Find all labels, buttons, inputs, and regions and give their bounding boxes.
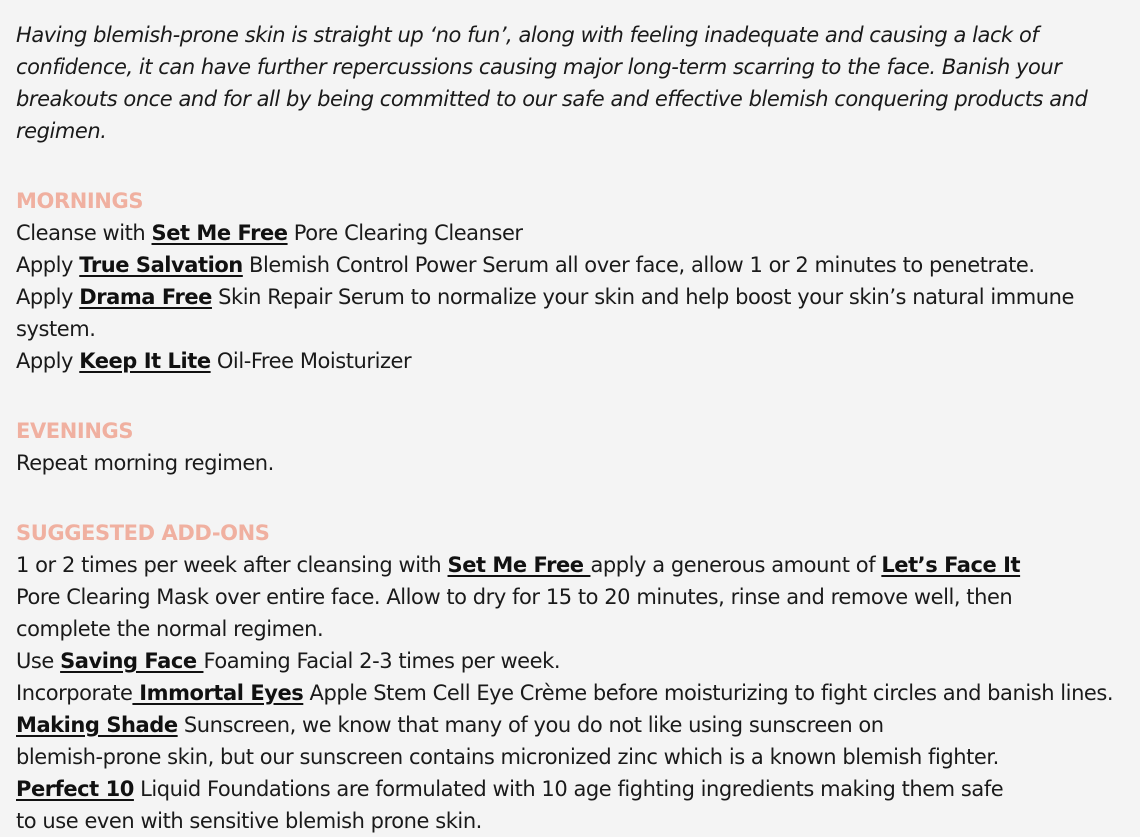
- mornings-heading: MORNINGS: [16, 189, 144, 213]
- spacer: [16, 377, 1140, 415]
- addon-mask-line-3: complete the normal regimen.: [16, 617, 324, 641]
- product-link-true-salvation[interactable]: True Salvation: [79, 253, 243, 277]
- step-text: Cleanse with: [16, 221, 152, 245]
- addon-sunscreen-line-2: blemish-prone skin, but our sunscreen contains micronized zinc which is a known blemish fighter.: [16, 745, 999, 769]
- step-text: 1 or 2 times per week after cleansing with: [16, 553, 448, 577]
- morning-step-moisturize: [16, 345, 1140, 377]
- addon-foundation-line-1: [16, 773, 1140, 805]
- intro-paragraph: Having blemish-prone skin is straight up ‘no fun’, along with feeling inadequate and causing a lack of confidence, it can have further repercussions causing major long-term scarring to the face. Banish your breakouts once and for all by being committed to our safe and effective blemish conquering products and regimen.: [16, 23, 1088, 143]
- product-link-perfect-10[interactable]: Perfect 10: [16, 777, 134, 801]
- evenings-heading: EVENINGS: [16, 419, 134, 443]
- step-text: Apply: [16, 253, 80, 277]
- step-text: Pore Clearing Cleanser: [287, 221, 523, 245]
- step-text: apply a generous amount of: [590, 553, 882, 577]
- step-text: Foaming Facial 2-3 times per week.: [203, 649, 561, 673]
- step-text: Incorporate: [16, 681, 133, 705]
- evening-step: Repeat morning regimen.: [16, 451, 274, 475]
- step-text: Apply: [16, 349, 80, 373]
- product-link-immortal-eyes[interactable]: Immortal Eyes: [132, 681, 304, 705]
- addon-mask-line-2: Pore Clearing Mask over entire face. Allow to dry for 15 to 20 minutes, rinse and remove well, then: [16, 585, 1013, 609]
- product-link-set-me-free-addon[interactable]: Set Me Free: [447, 553, 591, 577]
- product-link-keep-it-lite[interactable]: Keep It Lite: [79, 349, 211, 373]
- step-text: Use: [16, 649, 61, 673]
- product-link-saving-face[interactable]: Saving Face: [60, 649, 204, 673]
- product-link-lets-face-it[interactable]: Let’s Face It: [881, 553, 1021, 577]
- morning-step-cleanse: [16, 217, 1140, 249]
- step-text: Apply: [16, 285, 80, 309]
- morning-step-serum: [16, 249, 1140, 281]
- addon-foundation-line-2: to use even with sensitive blemish prone skin.: [16, 809, 482, 833]
- addon-eye-creme: [16, 677, 1140, 709]
- product-link-set-me-free[interactable]: Set Me Free: [151, 221, 288, 245]
- product-link-drama-free[interactable]: Drama Free: [79, 285, 212, 309]
- step-text: Liquid Foundations are formulated with 10 age fighting ingredients making them safe: [133, 777, 1004, 801]
- addon-foaming-facial: [16, 645, 1140, 677]
- spacer: [16, 479, 1140, 517]
- morning-step-repair: [16, 281, 1126, 345]
- step-text: Oil-Free Moisturizer: [210, 349, 412, 373]
- addons-heading: SUGGESTED ADD-ONS: [16, 521, 270, 545]
- addon-mask-line-1: [16, 549, 1140, 581]
- step-text: Sunscreen, we know that many of you do not like using sunscreen on: [177, 713, 884, 737]
- step-text: Skin Repair Serum to normalize your skin and help boost your skin’s natural immune system.: [16, 285, 1074, 341]
- step-text: Apple Stem Cell Eye Crème before moisturizing to fight circles and banish lines.: [303, 681, 1114, 705]
- step-text: Blemish Control Power Serum all over face, allow 1 or 2 minutes to penetrate.: [242, 253, 1035, 277]
- addon-sunscreen-line-1: [16, 709, 1140, 741]
- product-link-making-shade[interactable]: Making Shade: [16, 713, 178, 737]
- spacer: [16, 147, 1140, 185]
